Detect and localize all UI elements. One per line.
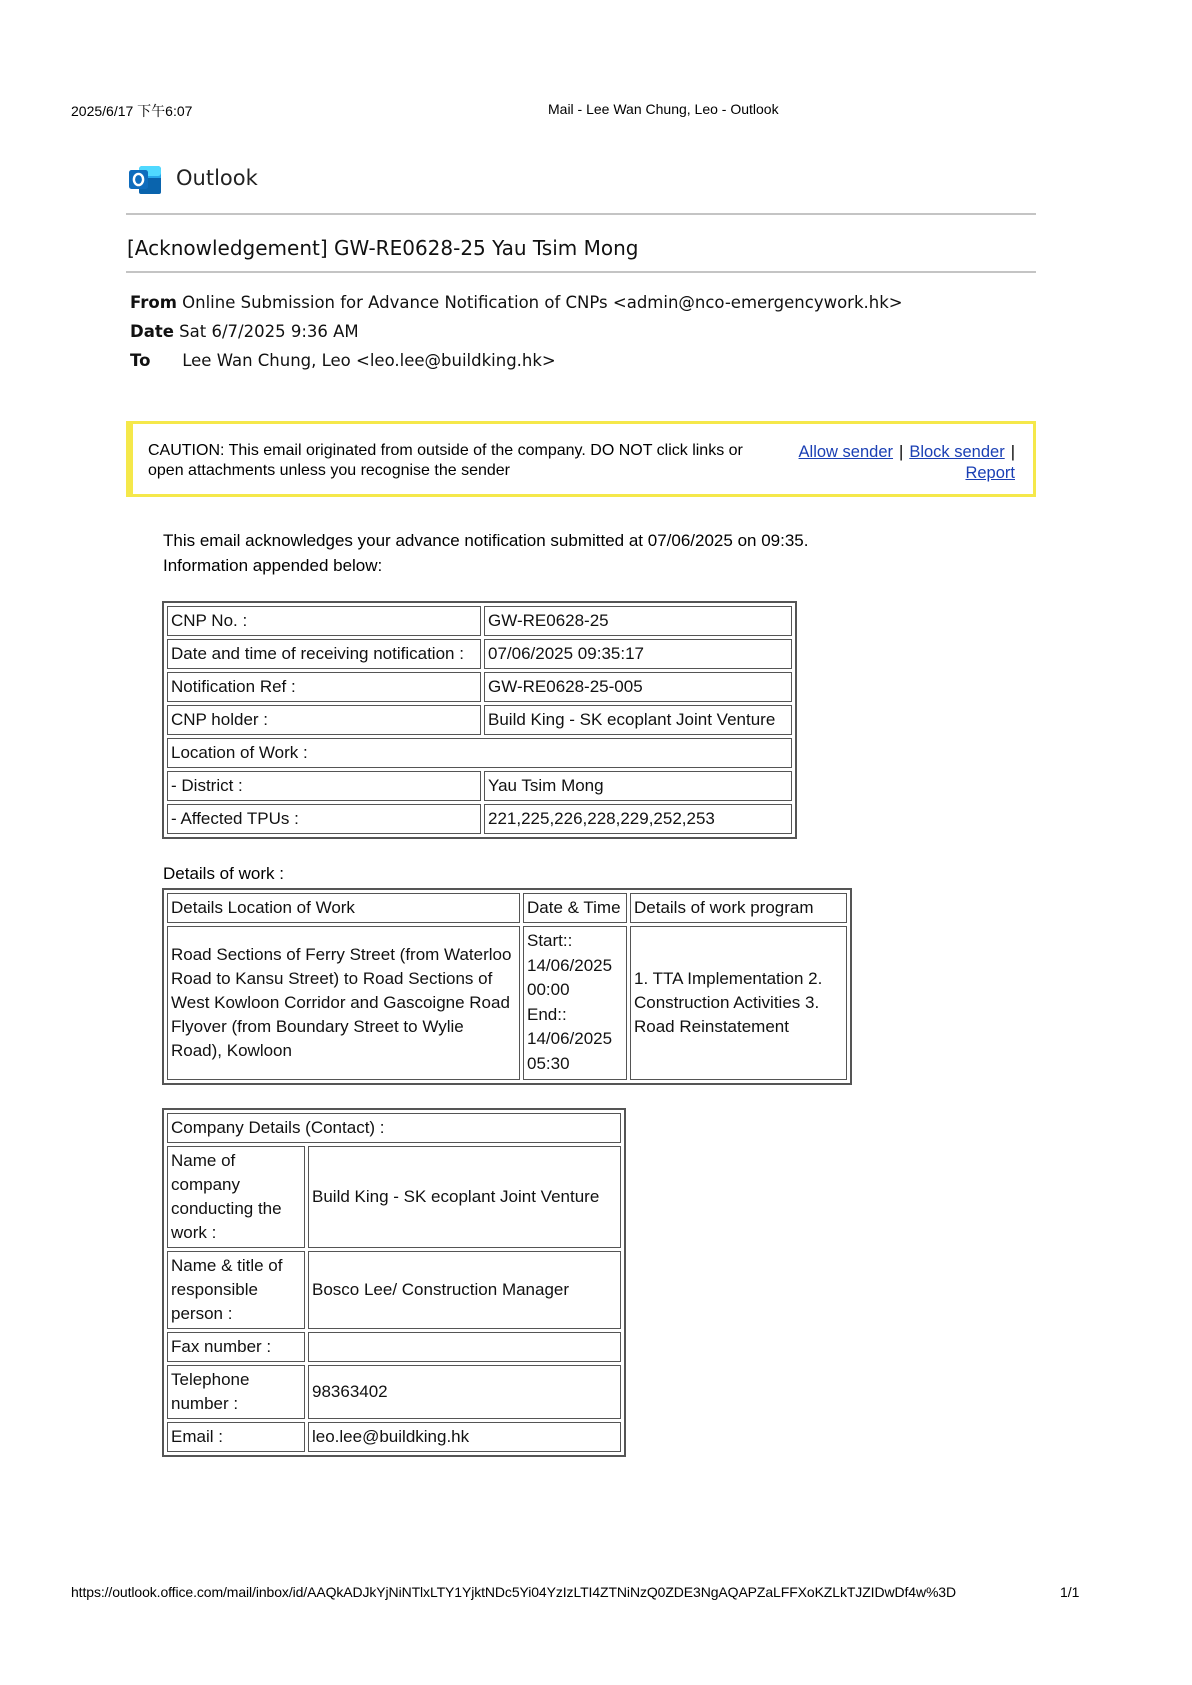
date-value: Sat 6/7/2025 9:36 AM bbox=[179, 322, 359, 341]
work-location-cell: Road Sections of Ferry Street (from Waterloo Road to Kansu Street) to Road Sections of West Kowloon Corridor and Gascoigne Road Flyover (from Boundary Street to Wylie Road), Kowloon bbox=[167, 926, 520, 1080]
datetime-line: 14/06/2025 bbox=[527, 1029, 613, 1049]
datetime-line: 05:30 bbox=[527, 1053, 570, 1073]
cnp-no-label: CNP No. : bbox=[167, 606, 481, 636]
from-value[interactable]: Online Submission for Advance Notification of CNPs <admin@nco-emergencywork.hk> bbox=[182, 293, 903, 312]
intro-text bbox=[163, 528, 808, 578]
fax-value bbox=[308, 1332, 621, 1362]
work-program-cell: 1. TTA Implementation 2. Construction Activities 3. Road Reinstatement bbox=[630, 926, 847, 1080]
table-row bbox=[167, 738, 792, 768]
received-value: 07/06/2025 09:35:17 bbox=[484, 639, 792, 669]
district-value: Yau Tsim Mong bbox=[484, 771, 792, 801]
divider bbox=[126, 271, 1036, 273]
notification-table bbox=[162, 601, 797, 839]
email-subject: [Acknowledgement] GW-RE0628-25 Yau Tsim Mong bbox=[127, 236, 639, 260]
print-page-number: 1/1 bbox=[1060, 1584, 1080, 1600]
email-label: Email : bbox=[167, 1422, 305, 1452]
to-row bbox=[130, 351, 556, 370]
company-name-value: Build King - SK ecoplant Joint Venture bbox=[308, 1146, 621, 1248]
company-details-header: Company Details (Contact) : bbox=[167, 1113, 621, 1143]
location-label: Location of Work : bbox=[167, 738, 792, 768]
print-page-title: Mail - Lee Wan Chung, Leo - Outlook bbox=[548, 101, 779, 117]
responsible-person-label: Name & title of responsible person : bbox=[167, 1251, 305, 1329]
received-label: Date and time of receiving notification : bbox=[167, 639, 481, 669]
fax-label: Fax number : bbox=[167, 1332, 305, 1362]
table-row bbox=[167, 804, 792, 834]
intro-line: Information appended below: bbox=[163, 556, 383, 575]
table-row bbox=[167, 771, 792, 801]
table-row bbox=[167, 1332, 621, 1362]
date-label: Date bbox=[130, 322, 174, 341]
table-row bbox=[167, 1365, 621, 1419]
cnp-no-value: GW-RE0628-25 bbox=[484, 606, 792, 636]
ref-label: Notification Ref : bbox=[167, 672, 481, 702]
table-row bbox=[167, 1251, 621, 1329]
table-row bbox=[167, 1422, 621, 1452]
table-row bbox=[167, 926, 847, 1080]
table-row bbox=[167, 705, 792, 735]
print-date: 2025/6/17 下午6:07 bbox=[71, 103, 193, 119]
divider bbox=[126, 213, 1036, 215]
work-datetime-cell bbox=[523, 926, 627, 1080]
separator: | bbox=[899, 443, 904, 461]
table-row bbox=[167, 606, 792, 636]
tpus-label: - Affected TPUs : bbox=[167, 804, 481, 834]
table-header-row bbox=[167, 1113, 621, 1143]
table-row bbox=[167, 672, 792, 702]
datetime-line: 14/06/2025 bbox=[527, 955, 613, 975]
outlook-logo-icon bbox=[128, 163, 162, 197]
separator: | bbox=[1010, 443, 1015, 461]
table-header-row bbox=[167, 893, 847, 923]
details-of-work-label: Details of work : bbox=[163, 864, 284, 883]
caution-actions bbox=[785, 442, 1015, 484]
telephone-label: Telephone number : bbox=[167, 1365, 305, 1419]
ref-value: GW-RE0628-25-005 bbox=[484, 672, 792, 702]
to-value[interactable]: Lee Wan Chung, Leo <leo.lee@buildking.hk> bbox=[182, 351, 556, 370]
company-name-label: Name of company conducting the work : bbox=[167, 1146, 305, 1248]
print-url: https://outlook.office.com/mail/inbox/id/AAQkADJkYjNiNTlxLTY1YjktNDc5Yi04YzIzLTI4ZTNiNzQ0ZDE3NgAQAPZaLFFXoKZLkTJZIDwDf4w%3D bbox=[71, 1584, 956, 1600]
column-header: Details Location of Work bbox=[167, 893, 520, 923]
table-row bbox=[167, 1146, 621, 1248]
datetime-line: 00:00 bbox=[527, 980, 570, 1000]
company-details-table bbox=[162, 1108, 626, 1457]
datetime-line: Start:: bbox=[527, 931, 573, 950]
caution-text: CAUTION: This email originated from outside of the company. DO NOT click links or open attachments unless you recognise the sender bbox=[148, 442, 743, 479]
from-row bbox=[130, 293, 903, 312]
column-header: Details of work program bbox=[630, 893, 847, 923]
block-sender-link[interactable]: Block sender bbox=[909, 443, 1005, 461]
responsible-person-value: Bosco Lee/ Construction Manager bbox=[308, 1251, 621, 1329]
date-row bbox=[130, 322, 359, 341]
report-link[interactable]: Report bbox=[965, 464, 1015, 482]
telephone-value: 98363402 bbox=[308, 1365, 621, 1419]
to-label: To bbox=[130, 351, 151, 370]
brand-name: Outlook bbox=[176, 166, 258, 190]
from-label: From bbox=[130, 293, 177, 312]
table-row bbox=[167, 639, 792, 669]
intro-line: This email acknowledges your advance notification submitted at 07/06/2025 on 09:35. bbox=[163, 531, 809, 550]
work-details-table bbox=[162, 888, 852, 1085]
tpus-value: 221,225,226,228,229,252,253 bbox=[484, 804, 792, 834]
holder-value: Build King - SK ecoplant Joint Venture bbox=[484, 705, 792, 735]
datetime-line: End:: bbox=[527, 1004, 567, 1024]
holder-label: CNP holder : bbox=[167, 705, 481, 735]
allow-sender-link[interactable]: Allow sender bbox=[798, 443, 894, 461]
column-header: Date & Time bbox=[523, 893, 627, 923]
district-label: - District : bbox=[167, 771, 481, 801]
email-value[interactable]: leo.lee@buildking.hk bbox=[308, 1422, 621, 1452]
